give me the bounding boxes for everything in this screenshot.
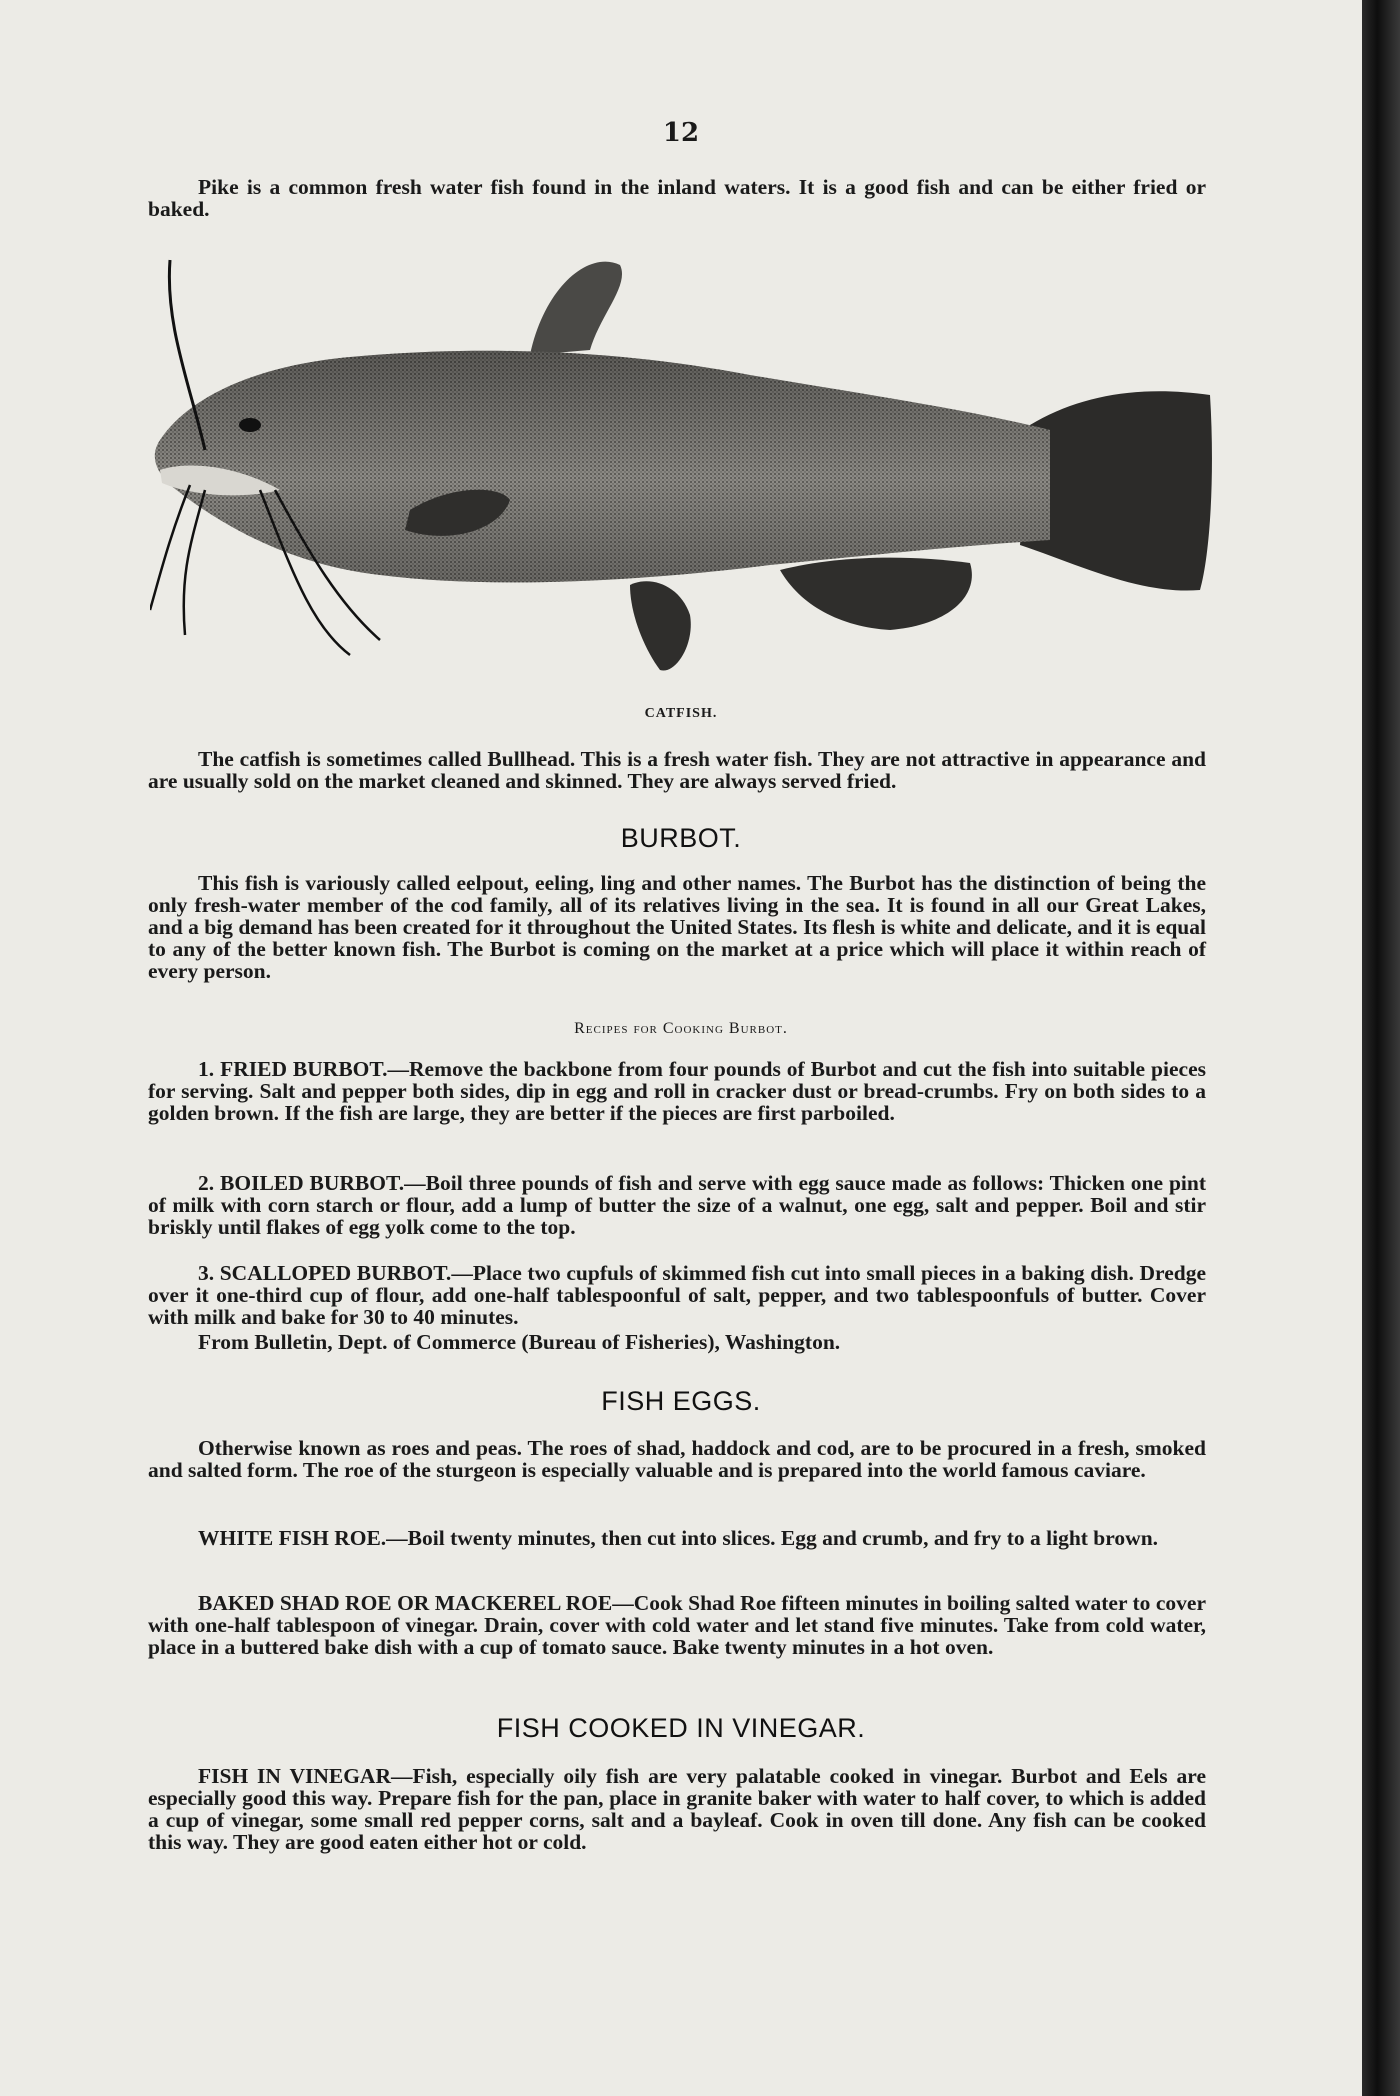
burbot-description: This fish is variously called eelpout, eeling, ling and other names. The Burbot has the distinction of being the only fresh-water member of the cod family, all of its relatives living in the sea. It is found in all our Great Lakes, and a big demand has been created for it throughout the United States. Its flesh is white and delicate, and it is equal to any of the better known fish. The Burbot is coming on the market at a price which will place it within reach of every person.: [148, 871, 1206, 983]
burbot-heading: BURBOT.: [620, 823, 742, 853]
recipe-scalloped-burbot: [148, 1262, 1206, 1328]
recipe-title: FISH IN VINEGAR: [198, 1764, 391, 1788]
fish-eye: [239, 418, 261, 432]
recipe-text: —Place two cupfuls of skimmed fish cut into small pieces in a baking dish. Dredge over it one-third cup of flour, add one-half tablespoonful of salt, pepper, and two tablespoonfuls of butter. Cover with milk and bake for 30 to 40 minutes.: [148, 1261, 1206, 1329]
recipe-title: 1. FRIED BURBOT.: [198, 1057, 388, 1081]
source-line: From Bulletin, Dept. of Commerce (Bureau of Fisheries), Washington.: [198, 1330, 841, 1354]
page-number: 12: [662, 118, 700, 148]
page-binding-edge: [1362, 0, 1400, 2096]
illustration-caption: CATFISH.: [644, 706, 718, 721]
recipe-fried-burbot: [148, 1058, 1206, 1124]
recipe-boiled-burbot: [148, 1172, 1206, 1238]
recipe-fish-in-vinegar: [148, 1765, 1206, 1853]
catfish-illustration: [150, 245, 1220, 685]
anal-fin: [780, 558, 972, 630]
fish-eggs-heading: FISH EGGS.: [601, 1386, 761, 1416]
recipe-text: —Remove the backbone from four pounds of Burbot and cut the fish into suitable pieces for serving. Salt and pepper both sides, dip in egg and roll in cracker dust or bread-crumbs. Fry on both sides to a golden brown. If the fish are large, they are better if the pieces are first parboiled.: [148, 1057, 1206, 1125]
recipe-text: —Cook Shad Roe fifteen minutes in boiling salted water to cover with one-half tablespoon of vinegar. Drain, cover with cold water and let stand five minutes. Take from cold water, place in a buttered bake dish with a cup of tomato sauce. Bake twenty minutes in a hot oven.: [148, 1591, 1206, 1659]
dorsal-fin: [530, 262, 622, 355]
recipe-text: —Boil three pounds of fish and serve with egg sauce made as follows: Thicken one pint of milk with corn starch or flour, add a lump of butter the size of a walnut, one egg, salt and pepper. Boil and stir briskly until flakes of egg yolk come to the top.: [148, 1171, 1206, 1239]
recipe-title: 3. SCALLOPED BURBOT.: [198, 1261, 452, 1285]
recipe-title: 2. BOILED BURBOT.: [198, 1171, 405, 1195]
vinegar-heading: FISH COOKED IN VINEGAR.: [496, 1713, 866, 1743]
recipe-title: BAKED SHAD ROE OR MACKEREL ROE: [198, 1591, 613, 1615]
catfish-paragraph: The catfish is sometimes called Bullhead. This is a fresh water fish. They are not attractive in appearance and are usually sold on the market cleaned and skinned. They are always served fried.: [148, 747, 1206, 793]
recipe-text: —Fish, especially oily fish are very palatable cooked in vinegar. Burbot and Eels are especially good this way. Prepare fish for the pan, place in granite baker with water to half cover, to which is added a cup of vinegar, some small red pepper corns, salt and a bayleaf. Cook in oven till done. Any fish can be cooked this way. They are good eaten either hot or cold.: [148, 1764, 1206, 1854]
recipe-white-fish-roe: [148, 1527, 1206, 1549]
recipe-title: WHITE FISH ROE.: [198, 1526, 387, 1550]
intro-paragraph: Pike is a common fresh water fish found in the inland waters. It is a good fish and can be either fried or baked.: [148, 175, 1206, 221]
recipe-baked-shad-roe: [148, 1592, 1206, 1658]
fish-eggs-description: Otherwise known as roes and peas. The roes of shad, haddock and cod, are to be procured in a fresh, smoked and salted form. The roe of the sturgeon is especially valuable and is prepared into the world famous caviare.: [148, 1436, 1206, 1482]
burbot-recipes-heading: Recipes for Cooking Burbot.: [574, 1020, 788, 1037]
recipe-text: —Boil twenty minutes, then cut into slices. Egg and crumb, and fry to a light brown.: [386, 1526, 1159, 1550]
